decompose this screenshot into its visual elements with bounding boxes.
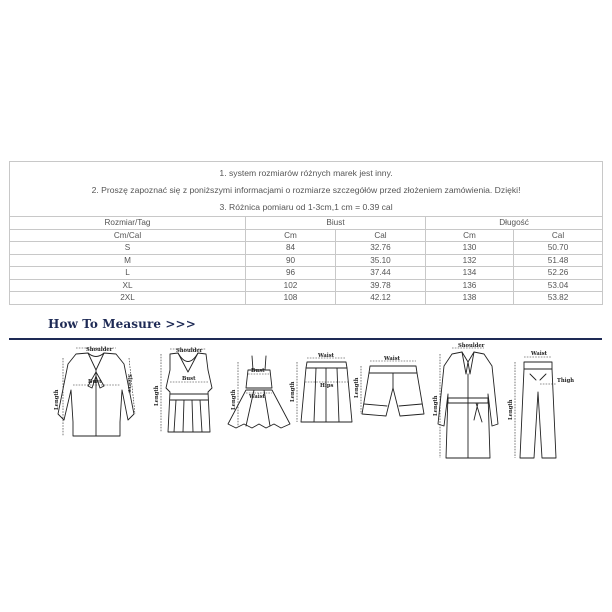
- bust-in-cell: 32.76: [336, 242, 426, 255]
- header-size-tag: Rozmiar/Tag: [10, 217, 246, 230]
- sketch-label-length: Length: [433, 395, 439, 416]
- sketch-label-length: Length: [290, 381, 296, 402]
- units-row: [10, 229, 603, 242]
- unit-cell: Cal: [514, 229, 603, 242]
- header-length: Długość: [426, 217, 603, 230]
- sketch-label-length: Length: [231, 389, 237, 410]
- sketch-label-shoulder: Shoulder: [176, 348, 203, 354]
- length-in-cell: 53.04: [514, 279, 603, 292]
- sketch-label-length: Length: [508, 399, 514, 420]
- sketch-label-waist: Waist: [531, 351, 548, 357]
- bust-cm-cell: 108: [246, 292, 336, 305]
- table-row: [10, 254, 603, 267]
- sketch-label-length: Length: [354, 377, 360, 398]
- bust-cm-cell: 90: [246, 254, 336, 267]
- sketch-label-length: Length: [154, 385, 160, 406]
- sketch-label-length: Length: [54, 389, 60, 410]
- sketch-label-waist: Waist: [249, 394, 266, 400]
- sketch-label-bust: Bust: [251, 368, 265, 374]
- size-cell: S: [10, 242, 246, 255]
- cami-dress-sketch-icon: [228, 356, 290, 428]
- skirt-sketch-icon: [290, 353, 352, 422]
- unit-cell: Cm: [246, 229, 336, 242]
- unit-cell: Cal: [336, 229, 426, 242]
- size-cell: XL: [10, 279, 246, 292]
- header-row: [10, 217, 603, 230]
- chevrons-icon: >>>: [165, 317, 196, 331]
- notes-row: [10, 162, 603, 217]
- length-in-cell: 53.82: [514, 292, 603, 305]
- unit-cell: Cm: [426, 229, 514, 242]
- blouse-sketch-icon: [54, 347, 135, 436]
- garment-sketches: [0, 340, 612, 480]
- length-cm-cell: 134: [426, 267, 514, 280]
- note-1: 1. system rozmiarów różnych marek jest inny.: [219, 167, 393, 178]
- sketch-label-hips: Hips: [320, 383, 334, 389]
- bust-cm-cell: 96: [246, 267, 336, 280]
- length-cm-cell: 130: [426, 242, 514, 255]
- sketch-label-thigh: Thigh: [557, 378, 575, 384]
- table-row: [10, 279, 603, 292]
- shorts-sketch-icon: [354, 356, 424, 416]
- table-row: [10, 267, 603, 280]
- length-cm-cell: 132: [426, 254, 514, 267]
- size-chart-table: [9, 161, 603, 305]
- note-3: 3. Różnica pomiaru od 1-3cm,1 cm = 0.39 cal: [219, 201, 393, 212]
- bust-in-cell: 35.10: [336, 254, 426, 267]
- how-to-measure-text: How To Measure: [48, 317, 162, 331]
- sketch-label-shoulder: Shoulder: [458, 343, 485, 349]
- sketch-label-bust: Bust: [88, 379, 102, 385]
- how-to-measure-title: [48, 317, 196, 331]
- notes-cell: [10, 162, 603, 217]
- length-cm-cell: 136: [426, 279, 514, 292]
- sketch-label-waist: Waist: [318, 353, 335, 359]
- header-bust: Biust: [246, 217, 426, 230]
- length-in-cell: 50.70: [514, 242, 603, 255]
- note-2: 2. Proszę zapoznać się z poniższymi informacjami o rozmiarze szczegółów przed złożeniem zamówienia. Dzięki!: [91, 184, 521, 195]
- sketch-label-waist: Waist: [384, 356, 401, 362]
- bust-cm-cell: 84: [246, 242, 336, 255]
- sketch-label-bust: Bust: [182, 376, 196, 382]
- sketch-label-shoulder: Shoulder: [86, 347, 113, 353]
- bust-in-cell: 42.12: [336, 292, 426, 305]
- unit-cell: Cm/Cal: [10, 229, 246, 242]
- sketch-label-sleeve: Sleeve: [126, 374, 132, 393]
- table-row: [10, 292, 603, 305]
- bust-in-cell: 39.78: [336, 279, 426, 292]
- table-row: [10, 242, 603, 255]
- size-cell: L: [10, 267, 246, 280]
- trousers-sketch-icon: [508, 351, 574, 458]
- size-cell: 2XL: [10, 292, 246, 305]
- length-cm-cell: 138: [426, 292, 514, 305]
- length-in-cell: 52.26: [514, 267, 603, 280]
- length-in-cell: 51.48: [514, 254, 603, 267]
- coat-sketch-icon: [433, 343, 498, 458]
- bust-cm-cell: 102: [246, 279, 336, 292]
- bust-in-cell: 37.44: [336, 267, 426, 280]
- tank-top-sketch-icon: [154, 348, 212, 432]
- size-cell: M: [10, 254, 246, 267]
